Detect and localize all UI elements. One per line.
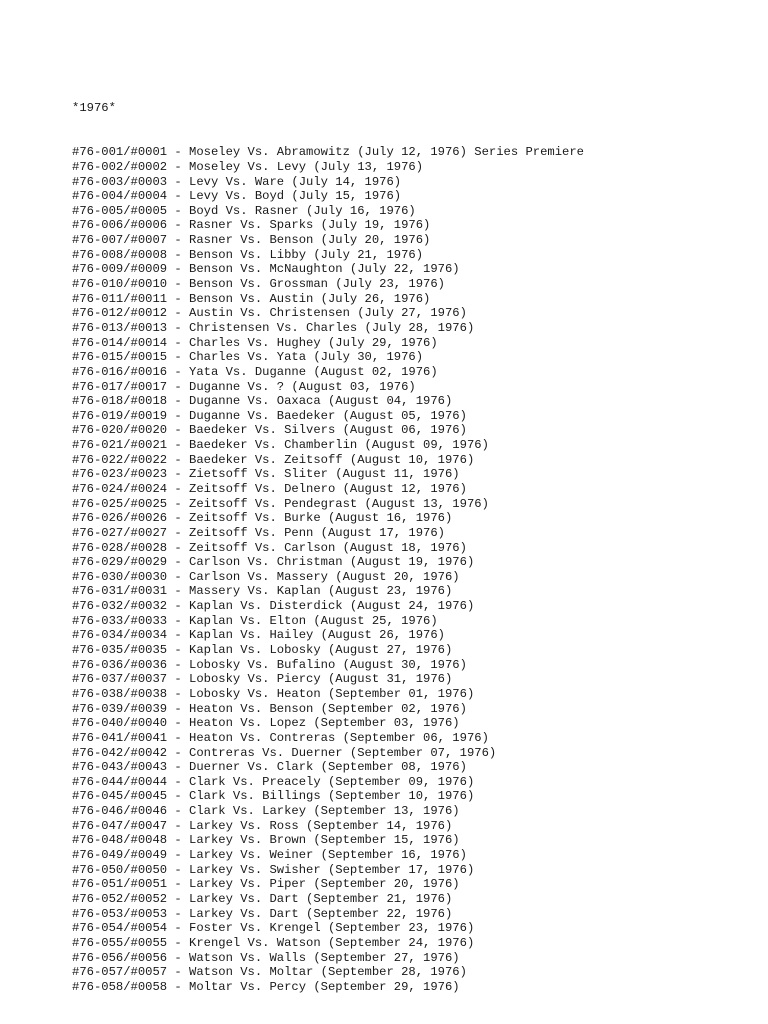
episode-line: #76-030/#0030 - Carlson Vs. Massery (August 20, 1976): [72, 569, 460, 584]
episode-line: #76-042/#0042 - Contreras Vs. Duerner (September 07, 1976): [72, 745, 497, 760]
episode-line: #76-057/#0057 - Watson Vs. Moltar (September 28, 1976): [72, 965, 467, 980]
episode-line: #76-016/#0016 - Yata Vs. Duganne (August 02, 1976): [72, 364, 438, 379]
episode-line: #76-004/#0004 - Levy Vs. Boyd (July 15, 1976): [72, 189, 402, 204]
episode-line: #76-019/#0019 - Duganne Vs. Baedeker (August 05, 1976): [72, 408, 467, 423]
episode-line: #76-038/#0038 - Lobosky Vs. Heaton (September 01, 1976): [72, 686, 475, 701]
episode-line: #76-027/#0027 - Zeitsoff Vs. Penn (August 17, 1976): [72, 525, 445, 540]
episode-line: #76-035/#0035 - Kaplan Vs. Lobosky (August 27, 1976): [72, 643, 453, 658]
episode-list: [72, 145, 584, 994]
episode-line: #76-005/#0005 - Boyd Vs. Rasner (July 16, 1976): [72, 203, 416, 218]
episode-line: #76-049/#0049 - Larkey Vs. Weiner (September 16, 1976): [72, 848, 467, 863]
episode-line: #76-048/#0048 - Larkey Vs. Brown (September 15, 1976): [72, 833, 460, 848]
episode-line: #76-034/#0034 - Kaplan Vs. Hailey (August 26, 1976): [72, 628, 445, 643]
episode-line: #76-013/#0013 - Christensen Vs. Charles (July 28, 1976): [72, 320, 475, 335]
episode-line: #76-047/#0047 - Larkey Vs. Ross (September 14, 1976): [72, 818, 453, 833]
episode-line: #76-001/#0001 - Moseley Vs. Abramowitz (July 12, 1976) Series Premiere: [72, 145, 584, 160]
episode-line: #76-011/#0011 - Benson Vs. Austin (July 26, 1976): [72, 291, 431, 306]
episode-line: #76-008/#0008 - Benson Vs. Libby (July 21, 1976): [72, 247, 424, 262]
episode-line: #76-054/#0054 - Foster Vs. Krengel (September 23, 1976): [72, 921, 475, 936]
episode-line: #76-040/#0040 - Heaton Vs. Lopez (September 03, 1976): [72, 716, 460, 731]
episode-line: #76-002/#0002 - Moseley Vs. Levy (July 13, 1976): [72, 159, 424, 174]
episode-line: #76-058/#0058 - Moltar Vs. Percy (September 29, 1976): [72, 979, 460, 994]
episode-line: #76-056/#0056 - Watson Vs. Walls (September 27, 1976): [72, 950, 460, 965]
episode-line: #76-031/#0031 - Massery Vs. Kaplan (August 23, 1976): [72, 584, 453, 599]
episode-line: #76-041/#0041 - Heaton Vs. Contreras (September 06, 1976): [72, 730, 489, 745]
episode-line: #76-023/#0023 - Zietsoff Vs. Sliter (August 11, 1976): [72, 467, 460, 482]
episode-line: #76-026/#0026 - Zeitsoff Vs. Burke (August 16, 1976): [72, 511, 453, 526]
episode-line: #76-017/#0017 - Duganne Vs. ? (August 03, 1976): [72, 379, 416, 394]
episode-line: #76-036/#0036 - Lobosky Vs. Bufalino (August 30, 1976): [72, 657, 467, 672]
episode-line: #76-015/#0015 - Charles Vs. Yata (July 30, 1976): [72, 350, 424, 365]
episode-line: #76-022/#0022 - Baedeker Vs. Zeitsoff (August 10, 1976): [72, 452, 475, 467]
episode-line: #76-003/#0003 - Levy Vs. Ware (July 14, 1976): [72, 174, 402, 189]
episode-line: #76-045/#0045 - Clark Vs. Billings (September 10, 1976): [72, 789, 475, 804]
episode-line: #76-051/#0051 - Larkey Vs. Piper (September 20, 1976): [72, 877, 460, 892]
document-text: [72, 72, 584, 1009]
episode-line: #76-024/#0024 - Zeitsoff Vs. Delnero (August 12, 1976): [72, 482, 467, 496]
episode-line: #76-006/#0006 - Rasner Vs. Sparks (July 19, 1976): [72, 218, 431, 233]
episode-line: #76-046/#0046 - Clark Vs. Larkey (September 13, 1976): [72, 804, 460, 819]
episode-line: #76-037/#0037 - Lobosky Vs. Piercy (August 31, 1976): [72, 672, 453, 687]
episode-line: #76-014/#0014 - Charles Vs. Hughey (July 29, 1976): [72, 335, 438, 350]
episode-line: #76-012/#0012 - Austin Vs. Christensen (July 27, 1976): [72, 306, 467, 321]
episode-line: #76-020/#0020 - Baedeker Vs. Silvers (August 06, 1976): [72, 423, 467, 438]
episode-line: #76-052/#0052 - Larkey Vs. Dart (September 21, 1976): [72, 891, 453, 906]
episode-line: #76-025/#0025 - Zeitsoff Vs. Pendegrast (August 13, 1976): [72, 496, 489, 511]
episode-line: #76-053/#0053 - Larkey Vs. Dart (September 22, 1976): [72, 906, 453, 921]
episode-line: #76-044/#0044 - Clark Vs. Preacely (September 09, 1976): [72, 774, 475, 789]
episode-line: #76-043/#0043 - Duerner Vs. Clark (September 08, 1976): [72, 760, 467, 775]
document-heading: *1976*: [72, 101, 116, 116]
episode-line: #76-055/#0055 - Krengel Vs. Watson (September 24, 1976): [72, 935, 475, 950]
episode-line: #76-018/#0018 - Duganne Vs. Oaxaca (August 04, 1976): [72, 394, 453, 409]
episode-line: #76-007/#0007 - Rasner Vs. Benson (July 20, 1976): [72, 233, 431, 248]
episode-line: #76-032/#0032 - Kaplan Vs. Disterdick (August 24, 1976): [72, 599, 475, 614]
episode-line: #76-039/#0039 - Heaton Vs. Benson (September 02, 1976): [72, 701, 467, 716]
episode-line: #76-021/#0021 - Baedeker Vs. Chamberlin (August 09, 1976): [72, 438, 489, 453]
episode-line: #76-010/#0010 - Benson Vs. Grossman (July 23, 1976): [72, 277, 445, 292]
episode-line: #76-050/#0050 - Larkey Vs. Swisher (September 17, 1976): [72, 862, 475, 877]
episode-line: #76-033/#0033 - Kaplan Vs. Elton (August 25, 1976): [72, 613, 438, 628]
episode-line: #76-028/#0028 - Zeitsoff Vs. Carlson (August 18, 1976): [72, 540, 467, 555]
episode-line: #76-009/#0009 - Benson Vs. McNaughton (July 22, 1976): [72, 262, 460, 277]
episode-line: #76-029/#0029 - Carlson Vs. Christman (August 19, 1976): [72, 555, 475, 570]
